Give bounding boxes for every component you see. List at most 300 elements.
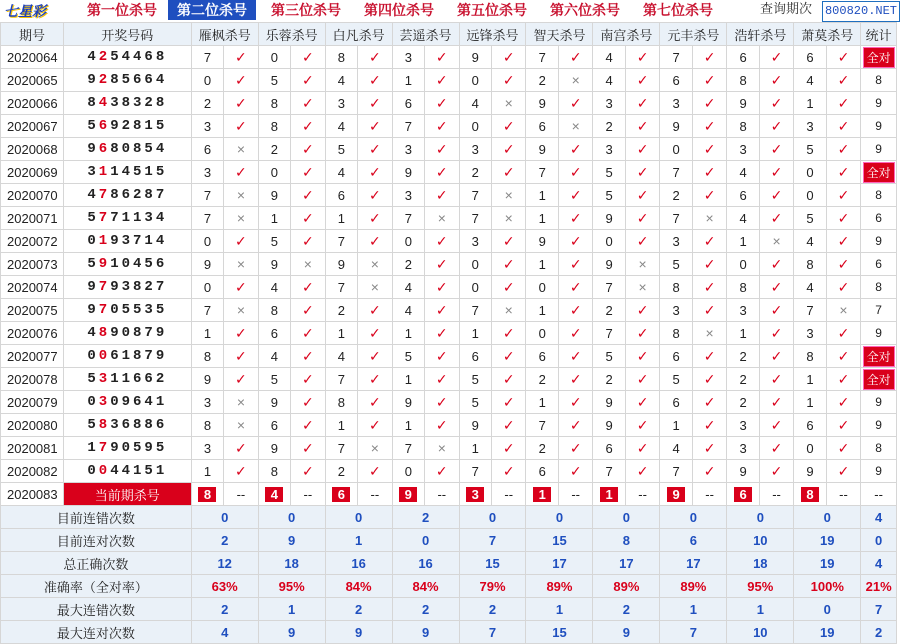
period-cell: 2020066 <box>1 92 64 115</box>
row-stat: 9 <box>861 414 897 437</box>
correct-mark-icon: ✓ <box>425 115 460 138</box>
summary-label: 总正确次数 <box>1 552 192 575</box>
kill-value: 4 <box>392 276 424 299</box>
tab-position-2[interactable]: 第二位杀号 <box>168 0 256 20</box>
correct-mark-icon: ✓ <box>558 460 593 483</box>
correct-mark-icon: ✓ <box>692 184 727 207</box>
kill-value: 1 <box>392 69 424 92</box>
kill-value: 9 <box>593 207 625 230</box>
kill-value: 2 <box>392 253 424 276</box>
draw-digit: 5 <box>121 302 133 318</box>
tab-position-7[interactable]: 第七位杀号 <box>643 2 713 18</box>
summary-stat: 2 <box>861 621 897 644</box>
draw-digit: 8 <box>110 72 122 88</box>
kill-value: 7 <box>325 368 357 391</box>
all-correct-badge: 全对 <box>863 47 895 68</box>
current-kill-value: 8 <box>801 487 819 502</box>
kill-value: 3 <box>660 92 692 115</box>
draw-digit: 4 <box>87 325 99 341</box>
summary-value: 6 <box>660 529 727 552</box>
current-kill-value: 9 <box>667 487 685 502</box>
wrong-mark-icon: × <box>358 276 393 299</box>
current-placeholder: -- <box>425 483 460 506</box>
kill-value: 0 <box>459 69 491 92</box>
row-stat: 9 <box>861 138 897 161</box>
draw-digit: 3 <box>121 233 133 249</box>
correct-mark-icon: ✓ <box>224 437 259 460</box>
draw-digit: 8 <box>133 279 145 295</box>
kill-value: 4 <box>325 115 357 138</box>
draw-digit: 7 <box>98 440 111 456</box>
draw-numbers <box>63 276 191 299</box>
kill-value: 7 <box>325 276 357 299</box>
tab-position-4[interactable]: 第四位杀号 <box>364 2 434 18</box>
draw-digit: 4 <box>155 210 168 226</box>
correct-mark-icon: ✓ <box>491 138 526 161</box>
table-row <box>1 161 897 184</box>
correct-mark-icon: ✓ <box>692 161 727 184</box>
wrong-mark-icon: × <box>224 253 259 276</box>
kill-value: 5 <box>258 368 290 391</box>
correct-mark-icon: ✓ <box>625 92 660 115</box>
kill-value: 9 <box>191 253 223 276</box>
draw-digit: 1 <box>98 233 111 249</box>
kill-value: 0 <box>660 138 692 161</box>
kill-value: 1 <box>325 414 357 437</box>
summary-value: 18 <box>258 552 325 575</box>
period-cell: 2020078 <box>1 368 64 391</box>
kill-value: 9 <box>459 46 491 69</box>
kill-value: 2 <box>660 184 692 207</box>
draw-digit: 8 <box>133 348 145 364</box>
draw-digit: 1 <box>144 164 156 180</box>
draw-digit: 1 <box>121 371 133 387</box>
correct-mark-icon: ✓ <box>692 69 727 92</box>
draw-digit: 7 <box>110 210 122 226</box>
row-stat: 8 <box>861 276 897 299</box>
draw-digit: 8 <box>110 141 122 157</box>
kill-value: 1 <box>660 414 692 437</box>
correct-mark-icon: ✓ <box>224 368 259 391</box>
current-kill-cell <box>660 483 692 506</box>
draw-digit: 9 <box>155 325 168 341</box>
row-stat: 6 <box>861 207 897 230</box>
draw-digit: 8 <box>133 141 145 157</box>
correct-mark-icon: ✓ <box>692 138 727 161</box>
correct-mark-icon: ✓ <box>425 276 460 299</box>
draw-numbers <box>63 414 191 437</box>
summary-value: 2 <box>191 529 258 552</box>
draw-numbers <box>63 92 191 115</box>
kill-value: 1 <box>392 414 424 437</box>
summary-label: 准确率（全对率） <box>1 575 192 598</box>
draw-digit: 5 <box>133 302 145 318</box>
table-row <box>1 184 897 207</box>
correct-mark-icon: ✓ <box>759 460 794 483</box>
table-row <box>1 207 897 230</box>
kill-value: 8 <box>727 276 759 299</box>
correct-mark-icon: ✓ <box>491 368 526 391</box>
current-kill-cell <box>258 483 290 506</box>
wrong-mark-icon: × <box>358 253 393 276</box>
correct-mark-icon: ✓ <box>358 161 393 184</box>
period-cell: 2020065 <box>1 69 64 92</box>
draw-digit: 4 <box>87 49 99 65</box>
kill-value: 2 <box>526 437 558 460</box>
draw-digit: 5 <box>121 72 133 88</box>
wrong-mark-icon: × <box>759 230 794 253</box>
correct-mark-icon: ✓ <box>291 460 326 483</box>
draw-digit: 5 <box>155 118 168 134</box>
draw-digit: 9 <box>110 325 122 341</box>
draw-digit: 0 <box>121 141 133 157</box>
correct-mark-icon: ✓ <box>558 92 593 115</box>
kill-value: 0 <box>191 69 223 92</box>
kill-value: 2 <box>325 299 357 322</box>
summary-value: 9 <box>258 529 325 552</box>
kill-value: 1 <box>526 184 558 207</box>
kill-value: 6 <box>660 391 692 414</box>
draw-digit: 8 <box>110 187 122 203</box>
kill-value: 0 <box>191 230 223 253</box>
draw-digit: 6 <box>121 187 133 203</box>
kill-value: 6 <box>526 115 558 138</box>
current-kill-cell <box>459 483 491 506</box>
kill-value: 7 <box>459 207 491 230</box>
summary-value: 15 <box>459 552 526 575</box>
correct-mark-icon: ✓ <box>491 253 526 276</box>
summary-value: 1 <box>660 598 727 621</box>
summary-value: 16 <box>392 552 459 575</box>
correct-mark-icon: ✓ <box>491 345 526 368</box>
draw-digit: 5 <box>133 440 145 456</box>
summary-stat: 21% <box>861 575 897 598</box>
correct-mark-icon: ✓ <box>558 299 593 322</box>
summary-row <box>1 598 897 621</box>
table-row <box>1 69 897 92</box>
kill-value: 4 <box>392 299 424 322</box>
correct-mark-icon: ✓ <box>425 92 460 115</box>
wrong-mark-icon: × <box>358 437 393 460</box>
draw-digit: 5 <box>155 164 168 180</box>
kill-value: 7 <box>660 161 692 184</box>
current-kill-value: 6 <box>734 487 752 502</box>
correct-mark-icon: ✓ <box>558 345 593 368</box>
kill-value: 3 <box>660 230 692 253</box>
draw-digit: 4 <box>121 164 133 180</box>
draw-digit: 8 <box>144 187 156 203</box>
kill-value: 0 <box>459 253 491 276</box>
correct-mark-icon: ✓ <box>826 138 861 161</box>
correct-mark-icon: ✓ <box>358 46 393 69</box>
correct-mark-icon: ✓ <box>759 92 794 115</box>
kill-value: 9 <box>593 253 625 276</box>
correct-mark-icon: ✓ <box>625 414 660 437</box>
summary-value: 10 <box>727 621 794 644</box>
wrong-mark-icon: × <box>224 414 259 437</box>
correct-mark-icon: ✓ <box>425 414 460 437</box>
header-expert-8: 浩轩杀号 <box>727 23 794 46</box>
period-cell: 2020082 <box>1 460 64 483</box>
kill-value: 7 <box>191 46 223 69</box>
summary-row <box>1 575 897 598</box>
kill-value: 9 <box>727 92 759 115</box>
kill-value: 7 <box>459 184 491 207</box>
summary-row <box>1 529 897 552</box>
summary-value: 12 <box>191 552 258 575</box>
header-expert-5: 智天杀号 <box>526 23 593 46</box>
kill-value: 8 <box>794 345 826 368</box>
correct-mark-icon: ✓ <box>558 46 593 69</box>
correct-mark-icon: ✓ <box>558 138 593 161</box>
correct-mark-icon: ✓ <box>224 276 259 299</box>
summary-value: 2 <box>392 598 459 621</box>
draw-digit: 1 <box>144 118 156 134</box>
summary-stat: 4 <box>861 552 897 575</box>
correct-mark-icon: ✓ <box>625 207 660 230</box>
correct-mark-icon: ✓ <box>625 322 660 345</box>
kill-value: 5 <box>325 138 357 161</box>
summary-row <box>1 621 897 644</box>
correct-mark-icon: ✓ <box>224 92 259 115</box>
kill-value: 9 <box>593 414 625 437</box>
draw-digit: 4 <box>87 187 99 203</box>
summary-value: 95% <box>258 575 325 598</box>
correct-mark-icon: ✓ <box>358 69 393 92</box>
summary-label: 最大连错次数 <box>1 598 192 621</box>
tab-position-5[interactable]: 第五位杀号 <box>457 2 527 18</box>
kill-value: 6 <box>258 414 290 437</box>
query-period-link[interactable]: 查询期次 <box>760 1 813 16</box>
correct-mark-icon: ✓ <box>291 92 326 115</box>
correct-mark-icon: ✓ <box>826 115 861 138</box>
correct-mark-icon: ✓ <box>425 46 460 69</box>
kill-value: 8 <box>660 322 692 345</box>
draw-numbers <box>63 69 191 92</box>
kill-value: 9 <box>258 184 290 207</box>
period-cell: 2020070 <box>1 184 64 207</box>
header-period: 期号 <box>1 23 64 46</box>
kill-value: 8 <box>258 299 290 322</box>
kill-value: 1 <box>325 322 357 345</box>
summary-value: 10 <box>727 529 794 552</box>
correct-mark-icon: ✓ <box>826 46 861 69</box>
correct-mark-icon: ✓ <box>826 230 861 253</box>
summary-value: 0 <box>459 506 526 529</box>
correct-mark-icon: ✓ <box>224 460 259 483</box>
correct-mark-icon: ✓ <box>291 299 326 322</box>
kill-value: 9 <box>526 230 558 253</box>
tab-position-6[interactable]: 第六位杀号 <box>550 2 620 18</box>
kill-value: 9 <box>459 414 491 437</box>
kill-value: 3 <box>794 322 826 345</box>
kill-value: 4 <box>325 345 357 368</box>
correct-mark-icon: ✓ <box>491 115 526 138</box>
kill-value: 1 <box>526 391 558 414</box>
correct-mark-icon: ✓ <box>625 69 660 92</box>
kill-value: 0 <box>392 230 424 253</box>
row-stat <box>861 345 897 368</box>
draw-digit: 6 <box>144 49 156 65</box>
kill-value: 0 <box>459 115 491 138</box>
draw-digit: 4 <box>133 256 145 272</box>
draw-digit: 1 <box>144 233 156 249</box>
correct-mark-icon: ✓ <box>759 276 794 299</box>
correct-mark-icon: ✓ <box>425 69 460 92</box>
draw-numbers <box>63 115 191 138</box>
header-stats: 统计 <box>861 23 897 46</box>
kill-value: 0 <box>258 161 290 184</box>
correct-mark-icon: ✓ <box>291 184 326 207</box>
kill-value: 2 <box>727 391 759 414</box>
current-kill-value: 3 <box>466 487 484 502</box>
tab-position-1[interactable]: 第一位杀号 <box>87 2 157 18</box>
draw-digit: 9 <box>110 440 122 456</box>
draw-digit: 1 <box>155 394 168 410</box>
correct-mark-icon: ✓ <box>224 46 259 69</box>
current-placeholder: -- <box>692 483 727 506</box>
draw-digit: 8 <box>133 118 145 134</box>
wrong-mark-icon: × <box>625 253 660 276</box>
kill-value: 5 <box>593 161 625 184</box>
draw-digit: 2 <box>144 95 156 111</box>
row-stat: 6 <box>861 253 897 276</box>
period-cell: 2020080 <box>1 414 64 437</box>
row-stat: 8 <box>861 184 897 207</box>
draw-digit: 9 <box>87 141 99 157</box>
draw-digit: 6 <box>133 394 145 410</box>
kill-value: 8 <box>325 391 357 414</box>
kill-value: 1 <box>727 230 759 253</box>
draw-digit: 1 <box>121 210 133 226</box>
kill-value: 5 <box>794 207 826 230</box>
correct-mark-icon: ✓ <box>558 253 593 276</box>
current-placeholder: -- <box>625 483 660 506</box>
table-row <box>1 368 897 391</box>
kill-value: 0 <box>459 276 491 299</box>
summary-value: 0 <box>392 529 459 552</box>
draw-digit: 9 <box>121 394 133 410</box>
wrong-mark-icon: × <box>692 322 727 345</box>
kill-value: 2 <box>727 345 759 368</box>
correct-mark-icon: ✓ <box>358 184 393 207</box>
draw-numbers <box>63 161 191 184</box>
period-cell: 2020068 <box>1 138 64 161</box>
kill-value: 7 <box>526 161 558 184</box>
period-cell: 2020071 <box>1 207 64 230</box>
correct-mark-icon: ✓ <box>692 437 727 460</box>
summary-value: 15 <box>526 621 593 644</box>
draw-digit: 0 <box>121 440 133 456</box>
correct-mark-icon: ✓ <box>558 184 593 207</box>
draw-digit: 7 <box>98 302 111 318</box>
kill-value: 9 <box>593 391 625 414</box>
draw-digit: 4 <box>98 95 111 111</box>
draw-digit: 5 <box>144 463 156 479</box>
draw-digit: 0 <box>110 302 122 318</box>
kill-value: 3 <box>727 414 759 437</box>
kill-value: 7 <box>660 207 692 230</box>
row-stat <box>861 46 897 69</box>
draw-digit: 9 <box>87 279 99 295</box>
kill-value: 6 <box>727 184 759 207</box>
kill-value: 6 <box>459 345 491 368</box>
row-stat: 9 <box>861 322 897 345</box>
table-row <box>1 230 897 253</box>
draw-numbers <box>63 299 191 322</box>
kill-value: 5 <box>258 230 290 253</box>
table-row <box>1 460 897 483</box>
summary-value: 63% <box>191 575 258 598</box>
summary-value: 9 <box>258 621 325 644</box>
correct-mark-icon: ✓ <box>692 299 727 322</box>
kill-value: 7 <box>392 115 424 138</box>
kill-value: 7 <box>325 437 357 460</box>
kill-value: 7 <box>660 46 692 69</box>
header-expert-9: 萧莫杀号 <box>794 23 861 46</box>
current-kill-cell <box>392 483 424 506</box>
correct-mark-icon: ✓ <box>291 138 326 161</box>
row-stat: 9 <box>861 391 897 414</box>
kill-value: 9 <box>526 138 558 161</box>
correct-mark-icon: ✓ <box>358 207 393 230</box>
kill-value: 7 <box>459 460 491 483</box>
summary-value: 2 <box>325 598 392 621</box>
correct-mark-icon: ✓ <box>692 46 727 69</box>
kill-value: 7 <box>392 207 424 230</box>
kill-value: 1 <box>392 322 424 345</box>
correct-mark-icon: ✓ <box>826 437 861 460</box>
kill-value: 2 <box>325 460 357 483</box>
kill-value: 5 <box>593 184 625 207</box>
site-badge: 800820.NET <box>822 1 900 22</box>
table-row <box>1 92 897 115</box>
correct-mark-icon: ✓ <box>759 46 794 69</box>
header-expert-7: 元丰杀号 <box>660 23 727 46</box>
correct-mark-icon: ✓ <box>425 460 460 483</box>
draw-digit: 5 <box>87 118 99 134</box>
tab-position-3[interactable]: 第三位杀号 <box>271 2 341 18</box>
kill-value: 9 <box>258 253 290 276</box>
kill-value: 7 <box>593 322 625 345</box>
correct-mark-icon: ✓ <box>692 414 727 437</box>
correct-mark-icon: ✓ <box>425 230 460 253</box>
kill-value: 0 <box>794 161 826 184</box>
summary-value: 1 <box>258 598 325 621</box>
correct-mark-icon: ✓ <box>692 368 727 391</box>
all-correct-badge: 全对 <box>863 346 895 367</box>
correct-mark-icon: ✓ <box>826 345 861 368</box>
correct-mark-icon: ✓ <box>625 460 660 483</box>
summary-value: 95% <box>727 575 794 598</box>
draw-digit: 0 <box>121 256 133 272</box>
correct-mark-icon: ✓ <box>558 161 593 184</box>
correct-mark-icon: ✓ <box>358 368 393 391</box>
kill-value: 8 <box>191 345 223 368</box>
wrong-mark-icon: × <box>826 299 861 322</box>
header-expert-4: 远锋杀号 <box>459 23 526 46</box>
correct-mark-icon: ✓ <box>692 230 727 253</box>
draw-digit: 8 <box>121 95 133 111</box>
current-kill-value: 8 <box>198 487 216 502</box>
kill-value: 8 <box>325 46 357 69</box>
correct-mark-icon: ✓ <box>224 115 259 138</box>
draw-digit: 5 <box>87 256 99 272</box>
draw-digit: 5 <box>87 371 99 387</box>
kill-value: 2 <box>526 69 558 92</box>
wrong-mark-icon: × <box>425 437 460 460</box>
draw-numbers <box>63 460 191 483</box>
